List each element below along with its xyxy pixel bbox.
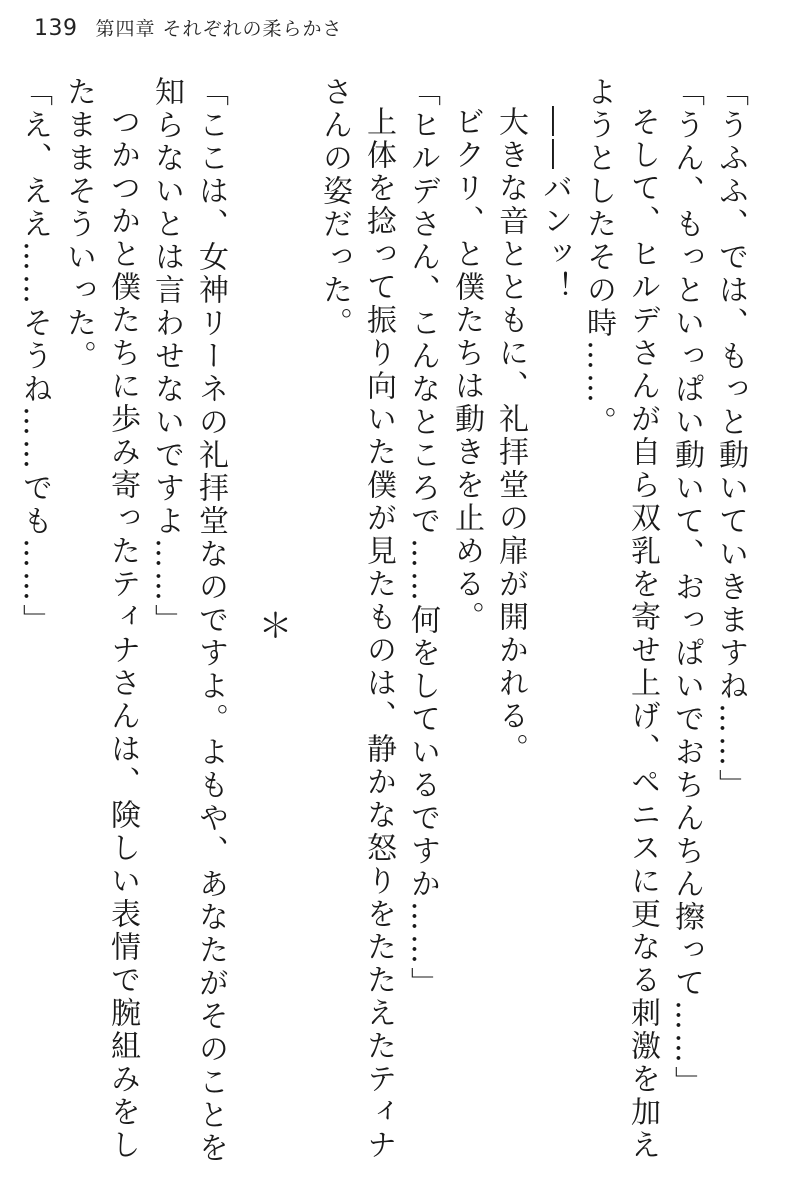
vertical-body-text — [17, 76, 752, 1176]
page-header — [34, 14, 343, 44]
paragraph: ビクリ、と僕たちは動きを止める。 — [449, 106, 484, 634]
paragraph: ――バンッ！ — [537, 106, 572, 304]
paragraph: 大きな音とともに、礼拝堂の扉が開かれる。 — [493, 106, 528, 766]
paragraph: そして、ヒルデさんが自ら双乳を寄せ上げ、ペニスに更なる刺激を加えようとしたその時……。 — [581, 76, 660, 1162]
paragraph: 「え、ええ……そうね……でも……」 — [17, 76, 52, 637]
paragraph: 「ここは、女神リーネの礼拝堂なのですよ。よもや、あなたがそのことを知らないとは言わせないですよ……」 — [149, 76, 228, 1165]
chapter-title: 第四章 それぞれの柔らかさ — [95, 18, 343, 40]
paragraph: 上体を捻って振り向いた僕が見たものは、静かな怒りをたたえたティナさんの姿だった。 — [317, 76, 396, 1162]
scene-break-asterisk: ＊ — [252, 607, 292, 645]
paragraph: 「うん、もっといっぱい動いて、おっぱいでおちんちん擦って……」 — [669, 76, 704, 1099]
paragraph: 「うふふ、では、もっと動いていきますね……」 — [713, 76, 748, 802]
paragraph: 「ヒルデさん、こんなところで……何をしているですか……」 — [405, 76, 440, 1000]
page-number: 139 — [34, 16, 78, 41]
paragraph: つかつかと僕たちに歩み寄ったティナさんは、険しい表情で腕組みをしたままそういった。 — [61, 76, 140, 1162]
